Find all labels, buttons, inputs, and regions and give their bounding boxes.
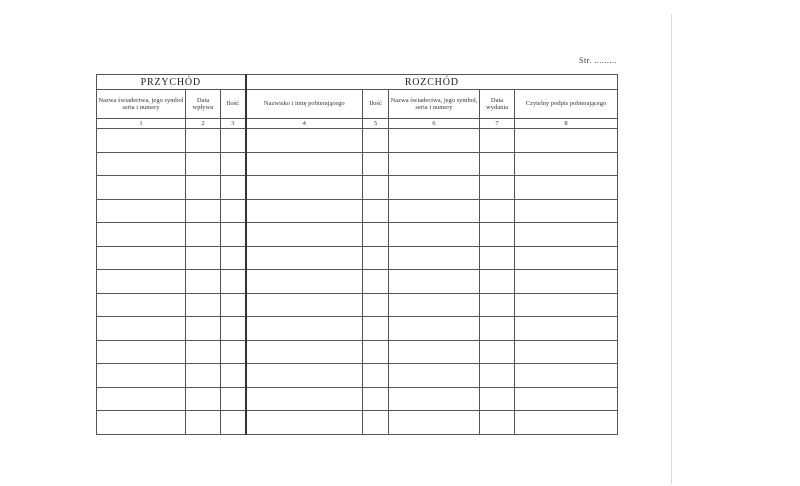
entry-cell-col-7[interactable] (480, 223, 515, 247)
section-expense-title: ROZCHÓD (246, 75, 618, 90)
entry-cell-col-4[interactable] (246, 152, 363, 176)
entry-cell-col-8[interactable] (515, 270, 618, 294)
entry-cell-col-4[interactable] (246, 364, 363, 388)
entry-cell-col-1[interactable] (97, 293, 186, 317)
entry-cell-col-4[interactable] (246, 129, 363, 153)
entry-cell-col-3[interactable] (221, 364, 246, 388)
entry-cell-col-4[interactable] (246, 340, 363, 364)
column-header-1: Nazwa świadectwa, jego symbol seria i numery (97, 90, 186, 119)
entry-cell-col-3[interactable] (221, 293, 246, 317)
entry-cell-col-1[interactable] (97, 176, 186, 200)
entry-cell-col-8[interactable] (515, 129, 618, 153)
entry-cell-col-6[interactable] (389, 246, 480, 270)
table-row (97, 129, 618, 153)
entry-cell-col-5[interactable] (363, 340, 389, 364)
entry-cell-col-6[interactable] (389, 387, 480, 411)
entry-cell-col-6[interactable] (389, 411, 480, 435)
entry-cell-col-2[interactable] (186, 364, 221, 388)
entry-cell-col-7[interactable] (480, 246, 515, 270)
certificate-register-table (96, 74, 618, 435)
entry-cell-col-5[interactable] (363, 129, 389, 153)
entry-cell-col-8[interactable] (515, 411, 618, 435)
entry-cell-col-4[interactable] (246, 176, 363, 200)
entry-cell-col-4[interactable] (246, 223, 363, 247)
entry-cell-col-2[interactable] (186, 246, 221, 270)
entry-cell-col-2[interactable] (186, 293, 221, 317)
entry-cell-col-7[interactable] (480, 293, 515, 317)
entry-cell-col-3[interactable] (221, 152, 246, 176)
table-row (97, 270, 618, 294)
entry-cell-col-7[interactable] (480, 176, 515, 200)
entry-cell-col-1[interactable] (97, 199, 186, 223)
entry-cell-col-6[interactable] (389, 340, 480, 364)
column-number-8: 8 (515, 119, 618, 129)
entry-cell-col-4[interactable] (246, 270, 363, 294)
column-number-7: 7 (480, 119, 515, 129)
entry-cell-col-2[interactable] (186, 152, 221, 176)
entry-cell-col-1[interactable] (97, 246, 186, 270)
column-header-7: Data wydania (480, 90, 515, 119)
column-number-2: 2 (186, 119, 221, 129)
table-row (97, 152, 618, 176)
entry-cell-col-6[interactable] (389, 129, 480, 153)
entry-cell-col-8[interactable] (515, 223, 618, 247)
entry-cell-col-5[interactable] (363, 176, 389, 200)
entry-cell-col-1[interactable] (97, 223, 186, 247)
entry-cell-col-6[interactable] (389, 152, 480, 176)
page-number-field[interactable]: Str. ......... (579, 56, 617, 65)
entry-cell-col-6[interactable] (389, 176, 480, 200)
entry-cell-col-7[interactable] (480, 270, 515, 294)
entry-cell-col-7[interactable] (480, 364, 515, 388)
entry-cell-col-1[interactable] (97, 270, 186, 294)
register-body (97, 129, 618, 435)
entry-cell-col-8[interactable] (515, 364, 618, 388)
entry-cell-col-3[interactable] (221, 270, 246, 294)
entry-cell-col-8[interactable] (515, 176, 618, 200)
column-number-6: 6 (389, 119, 480, 129)
entry-cell-col-3[interactable] (221, 411, 246, 435)
entry-cell-col-2[interactable] (186, 340, 221, 364)
entry-cell-col-8[interactable] (515, 246, 618, 270)
column-header-6: Nazwa świadectwa, jego symbol, seria i numery (389, 90, 480, 119)
entry-cell-col-7[interactable] (480, 152, 515, 176)
entry-cell-col-6[interactable] (389, 293, 480, 317)
table-row (97, 293, 618, 317)
entry-cell-col-5[interactable] (363, 270, 389, 294)
entry-cell-col-2[interactable] (186, 270, 221, 294)
table-row (97, 317, 618, 341)
entry-cell-col-1[interactable] (97, 340, 186, 364)
entry-cell-col-1[interactable] (97, 364, 186, 388)
column-header-4: Nazwisko i imię pobierającego (246, 90, 363, 119)
entry-cell-col-3[interactable] (221, 340, 246, 364)
entry-cell-col-7[interactable] (480, 199, 515, 223)
entry-cell-col-5[interactable] (363, 411, 389, 435)
entry-cell-col-4[interactable] (246, 317, 363, 341)
entry-cell-col-2[interactable] (186, 199, 221, 223)
entry-cell-col-5[interactable] (363, 223, 389, 247)
entry-cell-col-5[interactable] (363, 317, 389, 341)
entry-cell-col-4[interactable] (246, 387, 363, 411)
entry-cell-col-7[interactable] (480, 317, 515, 341)
entry-cell-col-5[interactable] (363, 199, 389, 223)
entry-cell-col-4[interactable] (246, 411, 363, 435)
entry-cell-col-1[interactable] (97, 317, 186, 341)
column-number-3: 3 (221, 119, 246, 129)
entry-cell-col-5[interactable] (363, 246, 389, 270)
entry-cell-col-7[interactable] (480, 340, 515, 364)
entry-cell-col-3[interactable] (221, 246, 246, 270)
column-header-8: Czytelny podpis pobierającego (515, 90, 618, 119)
entry-cell-col-8[interactable] (515, 199, 618, 223)
entry-cell-col-3[interactable] (221, 176, 246, 200)
entry-cell-col-5[interactable] (363, 387, 389, 411)
entry-cell-col-5[interactable] (363, 293, 389, 317)
entry-cell-col-6[interactable] (389, 364, 480, 388)
entry-cell-col-7[interactable] (480, 411, 515, 435)
column-number-4: 4 (246, 119, 363, 129)
entry-cell-col-1[interactable] (97, 387, 186, 411)
entry-cell-col-4[interactable] (246, 293, 363, 317)
entry-cell-col-1[interactable] (97, 152, 186, 176)
column-number-row (97, 119, 618, 129)
entry-cell-col-8[interactable] (515, 152, 618, 176)
entry-cell-col-8[interactable] (515, 340, 618, 364)
entry-cell-col-3[interactable] (221, 129, 246, 153)
entry-cell-col-3[interactable] (221, 317, 246, 341)
entry-cell-col-2[interactable] (186, 411, 221, 435)
entry-cell-col-6[interactable] (389, 223, 480, 247)
entry-cell-col-7[interactable] (480, 129, 515, 153)
table-row (97, 246, 618, 270)
entry-cell-col-7[interactable] (480, 387, 515, 411)
entry-cell-col-8[interactable] (515, 317, 618, 341)
table-row (97, 364, 618, 388)
entry-cell-col-4[interactable] (246, 246, 363, 270)
entry-cell-col-2[interactable] (186, 317, 221, 341)
entry-cell-col-6[interactable] (389, 199, 480, 223)
entry-cell-col-6[interactable] (389, 270, 480, 294)
column-header-3: Ilość (221, 90, 246, 119)
table-row (97, 223, 618, 247)
column-header-5: Ilość (363, 90, 389, 119)
entry-cell-col-3[interactable] (221, 223, 246, 247)
entry-cell-col-8[interactable] (515, 293, 618, 317)
section-header-row (97, 75, 618, 90)
page-edge-line (671, 14, 672, 484)
section-income-title: PRZYCHÓD (97, 75, 246, 90)
entry-cell-col-2[interactable] (186, 129, 221, 153)
entry-cell-col-2[interactable] (186, 387, 221, 411)
column-number-5: 5 (363, 119, 389, 129)
column-header-row (97, 90, 618, 119)
column-header-2: Data wpływu (186, 90, 221, 119)
entry-cell-col-1[interactable] (97, 411, 186, 435)
table-row (97, 199, 618, 223)
entry-cell-col-3[interactable] (221, 199, 246, 223)
entry-cell-col-3[interactable] (221, 387, 246, 411)
entry-cell-col-1[interactable] (97, 129, 186, 153)
entry-cell-col-6[interactable] (389, 317, 480, 341)
entry-cell-col-2[interactable] (186, 223, 221, 247)
table-row (97, 340, 618, 364)
entry-cell-col-5[interactable] (363, 152, 389, 176)
table-row (97, 176, 618, 200)
entry-cell-col-8[interactable] (515, 387, 618, 411)
table-row (97, 411, 618, 435)
table-row (97, 387, 618, 411)
entry-cell-col-4[interactable] (246, 199, 363, 223)
entry-cell-col-5[interactable] (363, 364, 389, 388)
column-number-1: 1 (97, 119, 186, 129)
entry-cell-col-2[interactable] (186, 176, 221, 200)
